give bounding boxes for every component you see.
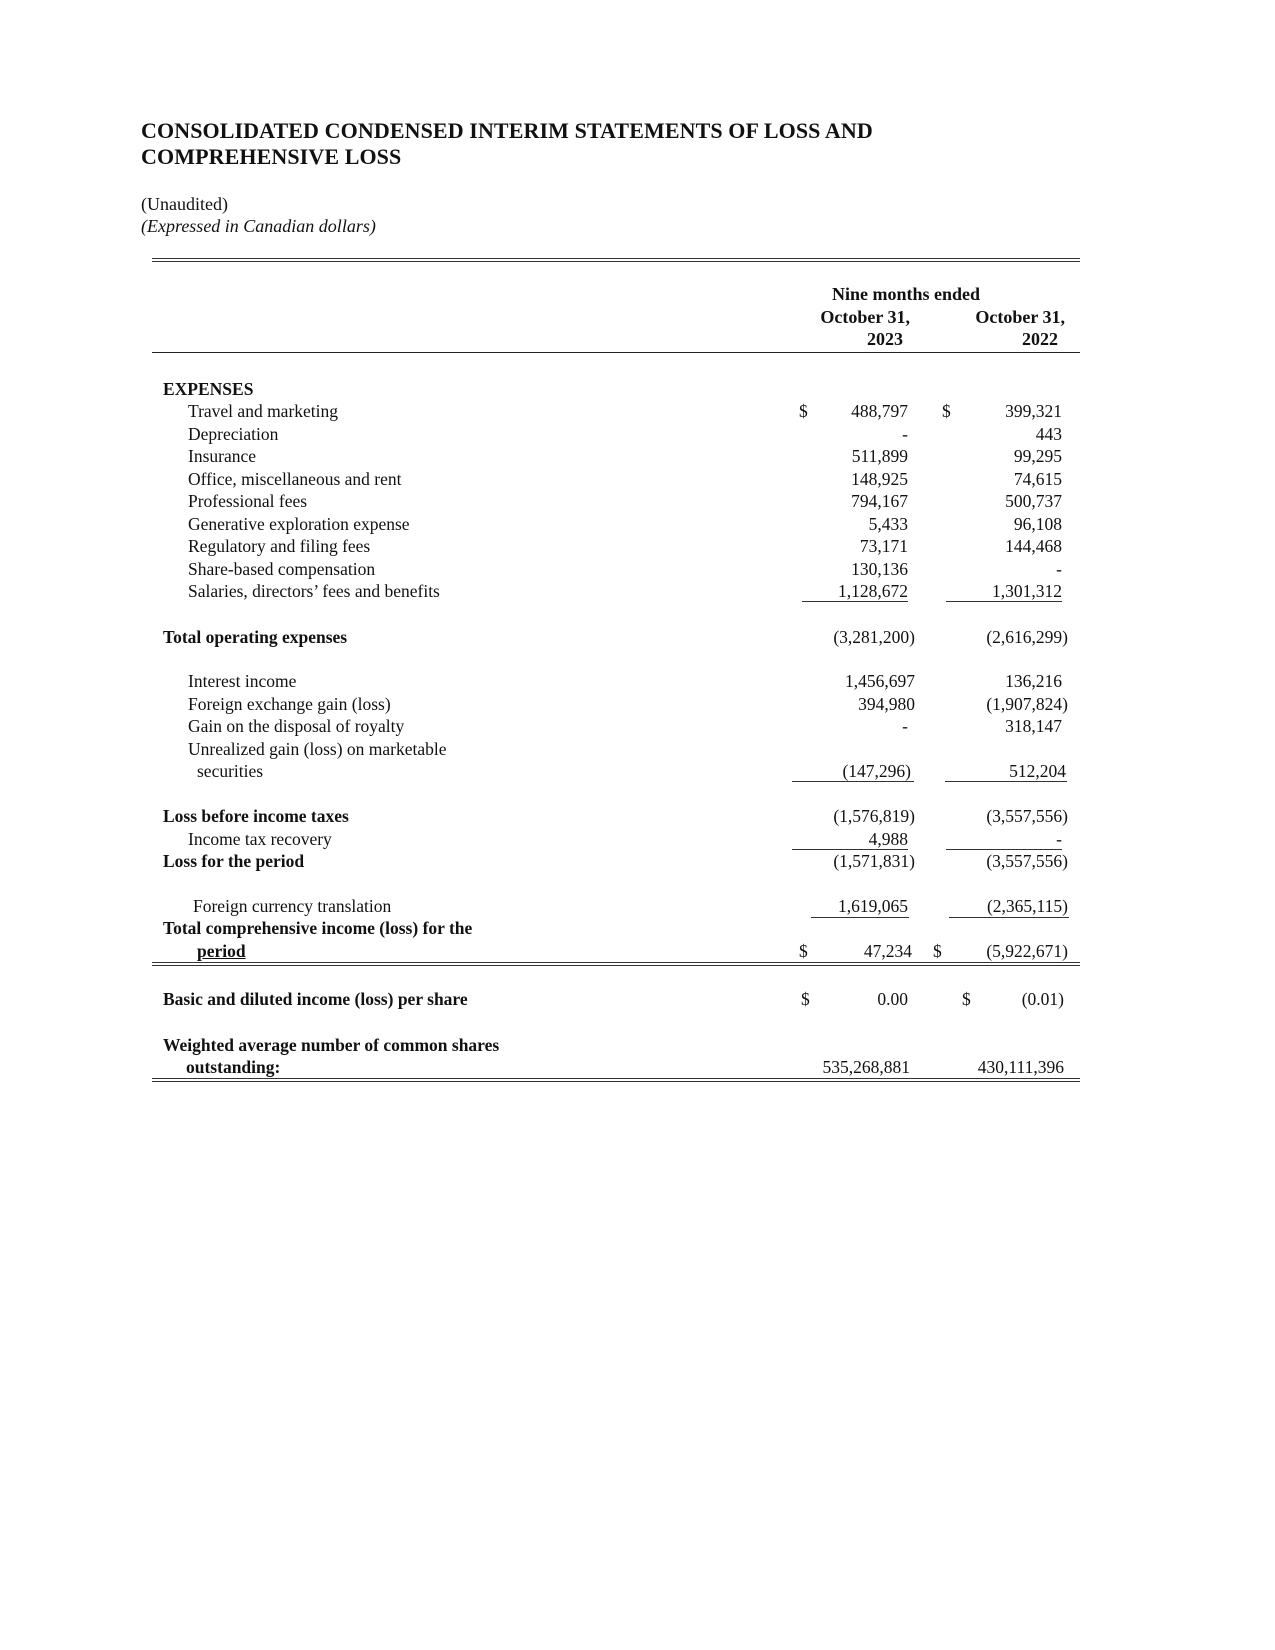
value-2022: (3,557,556) xyxy=(986,806,1068,826)
value-2023: 73,171 xyxy=(859,536,908,556)
value-2022: 144,468 xyxy=(1005,536,1062,556)
value-2023: (3,281,200) xyxy=(833,627,915,647)
row-label: Foreign exchange gain (loss) xyxy=(188,693,391,714)
value-2023: 47,234 xyxy=(863,941,912,961)
value-2023: - xyxy=(902,423,908,444)
header-bottom-rule xyxy=(152,352,1080,353)
value-2022: 399,321 xyxy=(1005,401,1062,421)
row-label: Loss before income taxes xyxy=(163,806,349,826)
value-2022: 96,108 xyxy=(1013,513,1062,534)
col-2022-header-line-2: 2022 xyxy=(1022,329,1058,349)
value-2022: 430,111,396 xyxy=(977,1057,1064,1077)
currency-symbol: $ xyxy=(799,941,808,961)
row-label: Salaries, directors’ fees and benefits xyxy=(188,581,440,601)
row-label: Interest income xyxy=(188,671,297,691)
value-2022: 512,204 xyxy=(1009,761,1066,781)
row-label: Total operating expenses xyxy=(163,627,348,647)
value-2022: (3,557,556) xyxy=(986,851,1068,871)
row-label: Gain on the disposal of royalty xyxy=(188,716,405,736)
value-2023: 1,619,065 xyxy=(838,896,908,916)
value-2022: 500,737 xyxy=(1005,491,1062,511)
value-2022: - xyxy=(1056,558,1062,579)
unaudited-note: (Unaudited) xyxy=(141,194,228,214)
period-header: Nine months ended xyxy=(832,284,981,304)
row-label-continued: period xyxy=(197,941,246,961)
value-2022: (5,922,671) xyxy=(986,941,1068,961)
value-2022: (0.01) xyxy=(1021,989,1064,1009)
value-2022: 99,295 xyxy=(1013,446,1062,466)
value-2023: 394,980 xyxy=(858,693,915,714)
value-2022: - xyxy=(1056,828,1062,849)
value-2023: 794,167 xyxy=(851,491,908,511)
value-2022: 1,301,312 xyxy=(992,581,1062,601)
value-2023: (1,571,831) xyxy=(833,851,915,871)
row-label: Income tax recovery xyxy=(188,828,332,849)
value-2023: - xyxy=(902,716,908,736)
subtotal-underline xyxy=(949,917,1069,918)
row-label-continued: outstanding: xyxy=(186,1057,281,1077)
row-label: Weighted average number of common shares xyxy=(163,1035,500,1055)
statement-title-line-2: COMPREHENSIVE LOSS xyxy=(141,144,402,169)
row-label: Generative exploration expense xyxy=(188,513,410,534)
top-double-rule xyxy=(152,258,1080,262)
row-label: Insurance xyxy=(188,446,257,466)
row-label: Travel and marketing xyxy=(188,401,339,421)
row-label: Professional fees xyxy=(188,491,308,511)
value-2023: 1,128,672 xyxy=(838,581,908,601)
currency-symbol: $ xyxy=(962,989,971,1009)
row-label: Office, miscellaneous and rent xyxy=(188,468,402,489)
row-label-continued: securities xyxy=(197,761,264,781)
value-2023: 0.00 xyxy=(877,989,908,1009)
currency-symbol: $ xyxy=(799,401,808,421)
subtotal-underline xyxy=(802,601,908,602)
value-2023: 148,925 xyxy=(851,468,908,489)
value-2022: 318,147 xyxy=(1005,716,1062,736)
row-label: Depreciation xyxy=(188,423,279,444)
value-2022: (2,616,299) xyxy=(986,627,1068,647)
bottom-double-rule xyxy=(152,1078,1080,1082)
currency-note: (Expressed in Canadian dollars) xyxy=(141,216,376,236)
total-double-rule xyxy=(152,962,1080,966)
subtotal-underline xyxy=(945,781,1067,782)
value-2023: 535,268,881 xyxy=(822,1057,910,1077)
row-label: Total comprehensive income (loss) for the xyxy=(163,918,473,938)
value-2023: 1,456,697 xyxy=(845,671,915,691)
row-label: Foreign currency translation xyxy=(193,896,392,916)
value-2023: 5,433 xyxy=(868,513,908,534)
value-2023: 130,136 xyxy=(851,558,908,579)
currency-symbol: $ xyxy=(801,989,810,1009)
row-label: Unrealized gain (loss) on marketable xyxy=(188,738,447,759)
col-2022-header-line-1: October 31, xyxy=(975,307,1065,327)
expenses-heading: EXPENSES xyxy=(163,379,254,399)
statement-title-line-1: CONSOLIDATED CONDENSED INTERIM STATEMENTS OF LOSS AND xyxy=(141,118,873,143)
subtotal-underline xyxy=(946,601,1062,602)
value-2023: (147,296) xyxy=(842,761,911,781)
row-label: Regulatory and filing fees xyxy=(188,536,371,556)
value-2023: 488,797 xyxy=(851,401,908,421)
subtotal-underline xyxy=(811,917,909,918)
row-label: Basic and diluted income (loss) per share xyxy=(163,989,468,1009)
row-label: Loss for the period xyxy=(163,851,305,871)
value-2023: 511,899 xyxy=(851,446,908,466)
value-2023: (1,576,819) xyxy=(833,806,915,826)
value-2022: (1,907,824) xyxy=(986,693,1068,714)
value-2022: 136,216 xyxy=(1005,671,1062,691)
value-2023: 4,988 xyxy=(868,828,908,849)
col-2023-header-line-1: October 31, xyxy=(820,307,910,327)
currency-symbol: $ xyxy=(933,941,942,961)
col-2023-header-line-2: 2023 xyxy=(867,329,903,349)
value-2022: 74,615 xyxy=(1013,468,1062,489)
value-2022: (2,365,115) xyxy=(986,896,1068,916)
currency-symbol: $ xyxy=(942,401,951,421)
subtotal-underline xyxy=(792,781,914,782)
value-2022: 443 xyxy=(1035,423,1062,444)
row-label: Share-based compensation xyxy=(188,558,376,579)
